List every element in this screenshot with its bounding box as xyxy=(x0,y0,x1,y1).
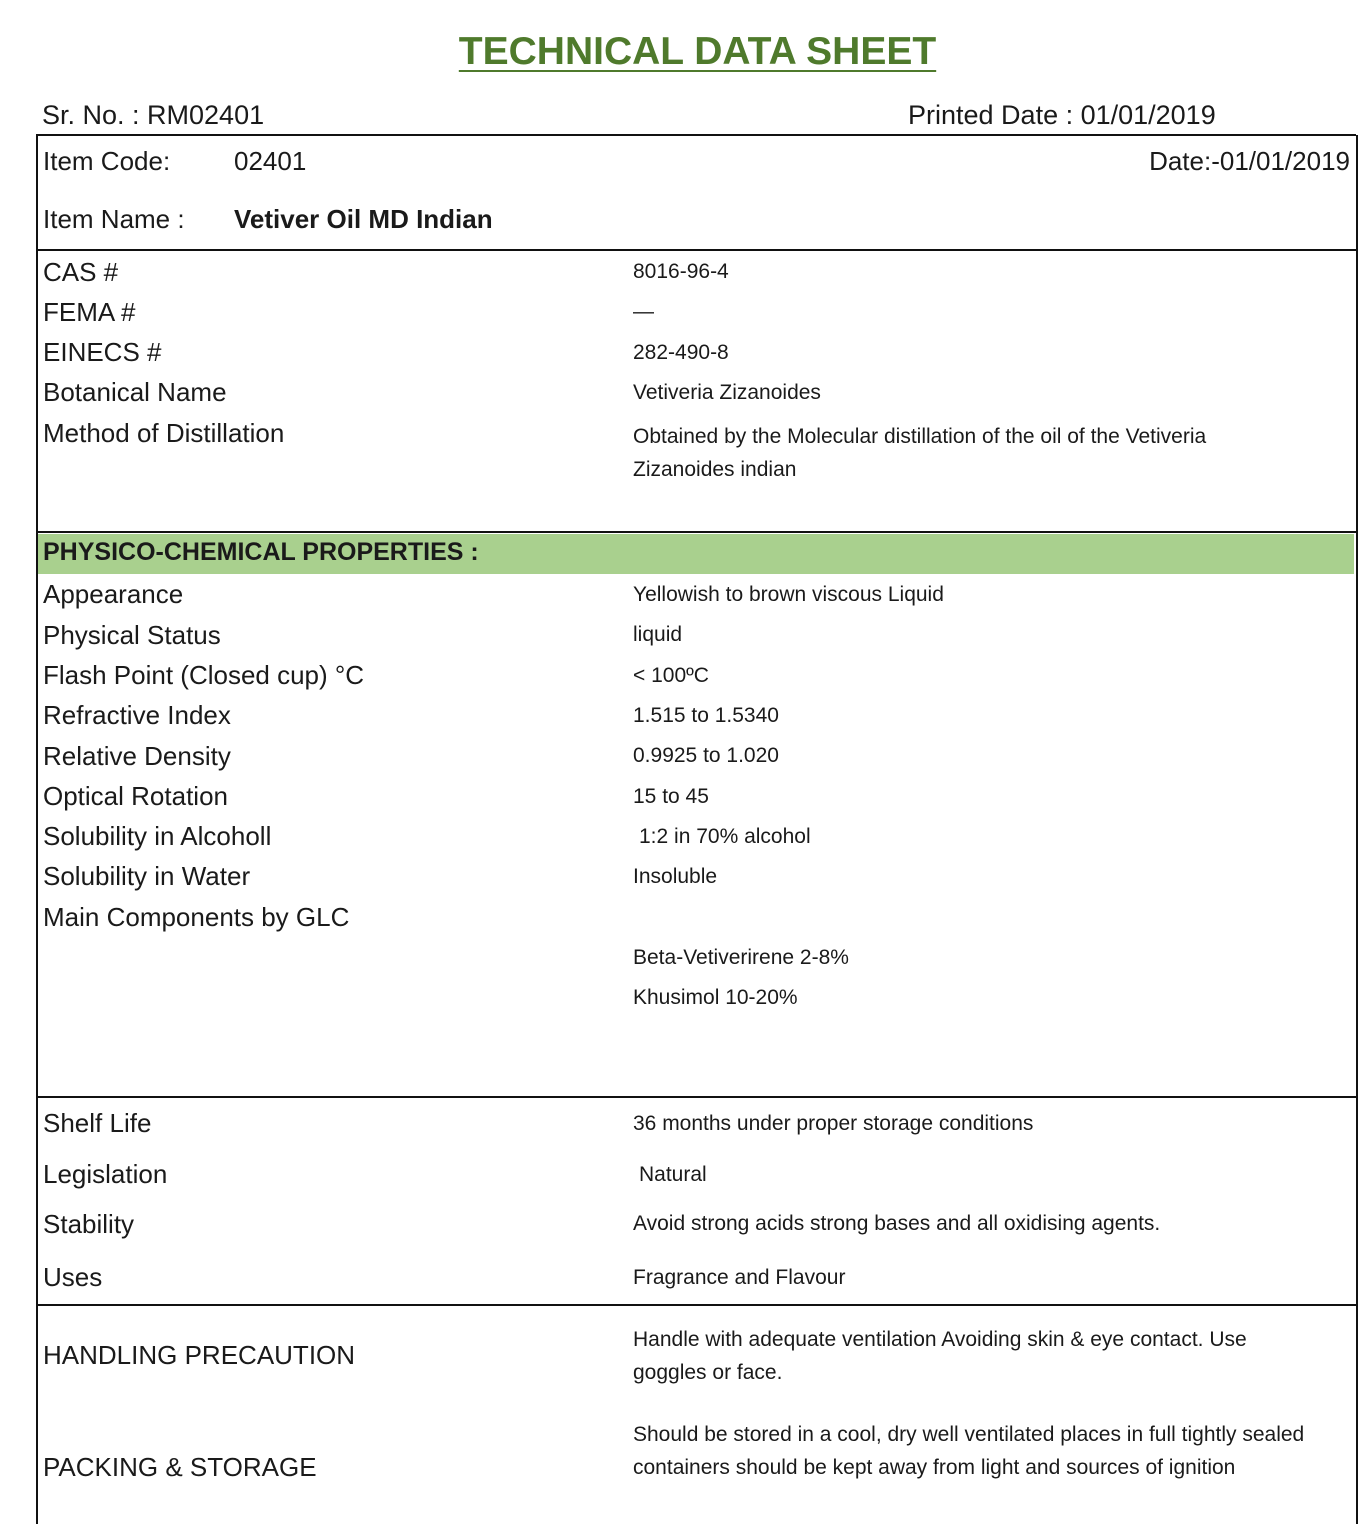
solubility-alcohol-label: Solubility in Alcoholl xyxy=(43,821,272,851)
legislation-label: Legislation xyxy=(43,1159,168,1189)
page-title: TECHNICAL DATA SHEET xyxy=(458,30,937,73)
einecs-value: 282-490-8 xyxy=(633,341,729,364)
refractive-index-value: 1.515 to 1.5340 xyxy=(633,704,779,727)
appearance-value: Yellowish to brown viscous Liquid xyxy=(633,583,944,606)
item-name-label: Item Name : xyxy=(43,204,185,234)
physical-status-label: Physical Status xyxy=(43,620,221,650)
packing-value: Should be stored in a cool, dry well ventilated places in full tightly sealed containers should be kept away from light and sources of ignition xyxy=(633,1423,1305,1479)
stability-label: Stability xyxy=(43,1209,135,1239)
physico-header: PHYSICO-CHEMICAL PROPERTIES : xyxy=(43,538,479,566)
fema-label: FEMA # xyxy=(43,297,136,327)
printed-date: Printed Date : 01/01/2019 xyxy=(908,100,1216,130)
physical-status-value: liquid xyxy=(633,623,683,646)
item-code-value: 02401 xyxy=(234,146,307,176)
item-name-value: Vetiver Oil MD Indian xyxy=(234,204,493,234)
relative-density-label: Relative Density xyxy=(43,741,231,771)
flash-point-value: < 100ºC xyxy=(633,664,709,687)
uses-label: Uses xyxy=(43,1262,103,1292)
optical-rotation-value: 15 to 45 xyxy=(633,785,709,808)
solubility-water-label: Solubility in Water xyxy=(43,861,251,891)
rule-item xyxy=(36,249,1356,251)
relative-density-value: 0.9925 to 1.020 xyxy=(633,744,779,767)
flash-point-label: Flash Point (Closed cup) °C xyxy=(43,660,365,690)
rule-identity xyxy=(36,531,1356,533)
stability-value: Avoid strong acids strong bases and all oxidising agents. xyxy=(633,1212,1161,1235)
shelf-life-value: 36 months under proper storage conditions xyxy=(633,1112,1034,1135)
botanical-name-value: Vetiveria Zizanoides xyxy=(633,381,821,404)
appearance-label: Appearance xyxy=(43,579,184,609)
handling-label: HANDLING PRECAUTION xyxy=(43,1340,356,1370)
legislation-value: Natural xyxy=(639,1163,707,1186)
solubility-water-value: Insoluble xyxy=(633,865,718,888)
packing-label: PACKING & STORAGE xyxy=(43,1452,317,1482)
optical-rotation-label: Optical Rotation xyxy=(43,781,228,811)
item-date: Date:-01/01/2019 xyxy=(1149,146,1350,176)
component-item: Beta-Vetiverirene 2-8% xyxy=(633,946,849,969)
main-components-label: Main Components by GLC xyxy=(43,902,350,932)
rule-properties xyxy=(36,1096,1356,1098)
fema-value: — xyxy=(633,300,654,323)
refractive-index-label: Refractive Index xyxy=(43,700,231,730)
cas-label: CAS # xyxy=(43,257,119,287)
serial-number: Sr. No. : RM02401 xyxy=(42,100,265,130)
botanical-name-label: Botanical Name xyxy=(43,377,227,407)
einecs-label: EINECS # xyxy=(43,337,162,367)
item-code-label: Item Code: xyxy=(43,146,171,176)
cas-value: 8016-96-4 xyxy=(633,260,729,283)
distillation-label: Method of Distillation xyxy=(43,418,285,448)
rule-top xyxy=(36,134,1356,136)
solubility-alcohol-value: 1:2 in 70% alcohol xyxy=(639,825,811,848)
rule-misc xyxy=(36,1304,1356,1306)
shelf-life-label: Shelf Life xyxy=(43,1108,152,1138)
distillation-value: Obtained by the Molecular distillation of the oil of the Vetiveria Zizanoides indian xyxy=(633,425,1207,481)
handling-value: Handle with adequate ventilation Avoiding skin & eye contact. Use goggles or face. xyxy=(633,1328,1247,1384)
uses-value: Fragrance and Flavour xyxy=(633,1266,846,1289)
component-item: Khusimol 10-20% xyxy=(633,986,798,1009)
